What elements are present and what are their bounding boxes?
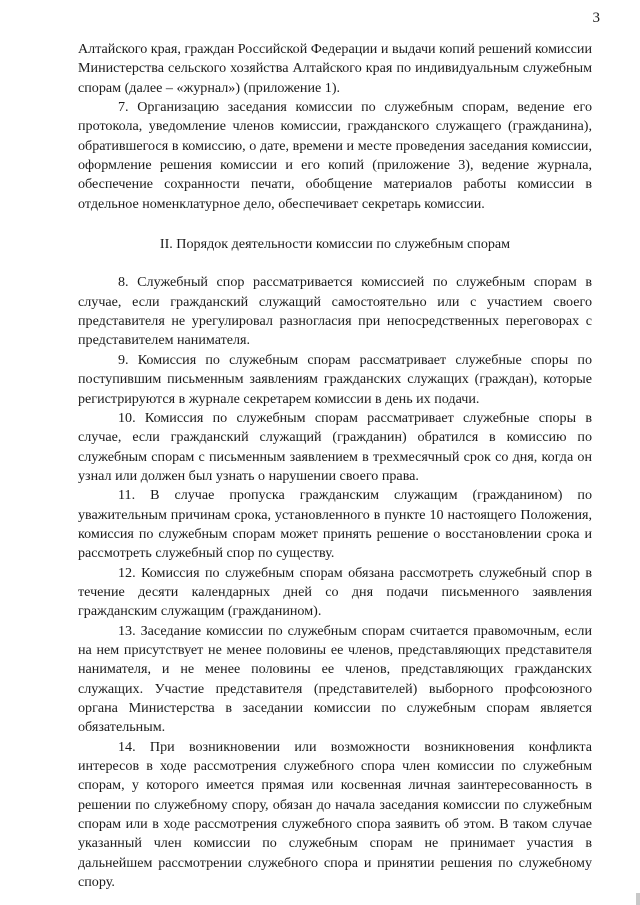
paragraph-7: 7. Организацию заседания комиссии по служебным спорам, ведение его протокола, уведомление членов комиссии, гражданского служащего (гражданина), обратившегося в комиссию, о дате, времени и месте проведения заседания комиссии, оформление решения комиссии и его копий (приложение 3), ведение журнала, обеспечение сохранности печати, обобщение материалов работы комиссии в отдельное номенклатурное дело, обеспечивает секретарь комиссии. xyxy=(78,99,592,212)
paragraph-continuation: Алтайского края, граждан Российской Федерации и выдачи копий решений комиссии Министерства сельского хозяйства Алтайского края по индивидуальным служебным спорам (далее – «журнал») (приложение 1). xyxy=(78,41,592,96)
paragraph-8: 8. Служебный спор рассматривается комиссией по служебным спорам в случае, если гражданский служащий самостоятельно или с участием своего представителя не урегулировал разногласия при непосредственных переговорах с представителем нанимателя. xyxy=(78,274,592,349)
page-number: 3 xyxy=(592,10,600,26)
scan-edge-mark xyxy=(636,893,640,905)
paragraph-10: 10. Комиссия по служебным спорам рассматривает служебные споры в случае, если гражданский служащий (гражданин) обратился в комиссию по служебным спорам с письменным заявлением в трехмесячный срок со дня, когда он узнал или должен был узнать о нарушении своего права. xyxy=(78,409,592,484)
section-heading: II. Порядок деятельности комиссии по служебным спорам xyxy=(159,236,511,253)
paragraph-11: 11. В случае пропуска гражданским служащим (гражданином) по уважительным причинам срока, установленного в пункте 10 настоящего Положения, комиссия по служебным спорам может принять решение о восстановлении срока и рассмотреть служебный спор по существу. xyxy=(78,487,592,562)
paragraph-12: 12. Комиссия по служебным спорам обязана рассмотреть служебный спор в течение десяти календарных дней со дня подачи письменного заявления гражданским служащим (гражданином). xyxy=(78,564,592,620)
paragraph-9: 9. Комиссия по служебным спорам рассматривает служебные споры по поступившим письменным заявлениям гражданских служащих (граждан), которые регистрируются в журнале секретарем комиссии в день их подачи. xyxy=(78,351,592,407)
document-body xyxy=(78,40,592,892)
paragraph-13: 13. Заседание комиссии по служебным спорам считается правомочным, если на нем присутствует не менее половины ее членов, представляющих представителя нанимателя, и не менее половины ее членов, представляющих гражданских служащих. Участие представителя (представителей) выборного профсоюзного органа Министерства в заседании комиссии по служебным спорам является обязательным. xyxy=(78,622,592,736)
paragraph-14: 14. При возникновении или возможности возникновения конфликта интересов в ходе рассмотрения служебного спора член комиссии по служебным спорам, у которого имеется прямая или косвенная личная заинтересованность в решении по служебному спору, обязан до начала заседания комиссии по служебным спорам или в ходе рассмотрения служебного спора заявить об этом. В таком случае указанный член комиссии по служебным спорам не принимает участия в дальнейшем рассмотрении служебного спора и принятии решения по служебному спору. xyxy=(78,738,592,891)
